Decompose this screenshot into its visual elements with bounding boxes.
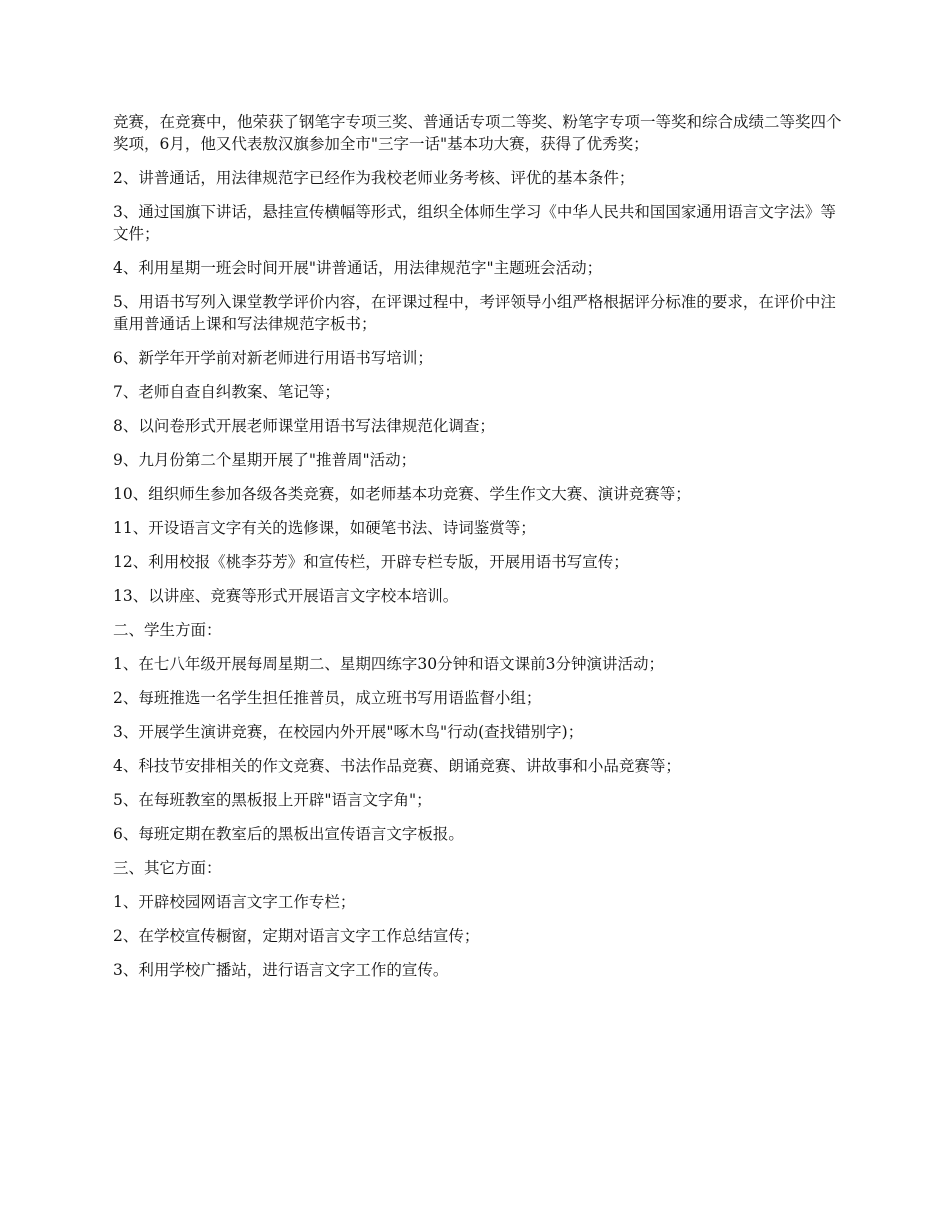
list-item: 9、九月份第二个星期开展了"推普周"活动；	[113, 451, 417, 469]
list-item: 6、新学年开学前对新老师进行用语书写培训；	[113, 349, 433, 367]
list-item: 1、在七八年级开展每周星期二、星期四练字30分钟和语文课前3分钟演讲活动；	[113, 655, 664, 673]
list-item: 6、每班定期在教室后的黑板出宣传语言文字板报。	[113, 825, 464, 843]
list-item: 2、在学校宣传橱窗，定期对语言文字工作总结宣传；	[113, 927, 480, 945]
list-item: 3、利用学校广播站，进行语言文字工作的宣传。	[113, 961, 449, 979]
document-body	[113, 111, 843, 993]
list-item: 4、利用星期一班会时间开展"讲普通话，用法律规范字"主题班会活动；	[113, 259, 603, 277]
paragraph-award-continuation: 竞赛，在竞赛中，他荣获了钢笔字专项三奖、普通话专项二等奖、粉笔字专项一等奖和综合成绩二等奖四个奖项，6月，他又代表敖汉旗参加全市"三字一话"基本功大赛，获得了优秀奖；	[113, 113, 842, 153]
list-item: 3、通过国旗下讲话，悬挂宣传横幅等形式，组织全体师生学习《中华人民共和国国家通用语言文字法》等文件；	[113, 203, 836, 243]
list-item: 12、利用校报《桃李芬芳》和宣传栏，开辟专栏专版，开展用语书写宣传；	[113, 553, 629, 571]
list-item: 8、以问卷形式开展老师课堂用语书写法律规范化调查；	[113, 417, 495, 435]
list-item: 2、每班推选一名学生担任推普员，成立班书写用语监督小组；	[113, 689, 542, 707]
list-item: 5、用语书写列入课堂教学评价内容，在评课过程中，考评领导小组严格根据评分标准的要求，在评价中注重用普通话上课和写法律规范字板书；	[113, 293, 836, 333]
list-item: 2、讲普通话，用法律规范字已经作为我校老师业务考核、评优的基本条件；	[113, 169, 635, 187]
list-item: 5、在每班教室的黑板报上开辟"语言文字角"；	[113, 791, 432, 809]
list-item: 7、老师自查自纠教案、笔记等；	[113, 383, 340, 401]
list-item: 10、组织师生参加各级各类竞赛，如老师基本功竞赛、学生作文大赛、演讲竞赛等；	[113, 485, 691, 503]
list-item: 3、开展学生演讲竞赛，在校园内外开展"啄木鸟"行动(查找错别字)；	[113, 723, 584, 741]
section-heading-other: 三、其它方面：	[113, 859, 222, 877]
list-item: 11、开设语言文字有关的选修课，如硬笔书法、诗词鉴赏等；	[113, 519, 536, 537]
section-heading-students: 二、学生方面：	[113, 621, 222, 639]
list-item: 1、开辟校园网语言文字工作专栏；	[113, 893, 356, 911]
list-item: 4、科技节安排相关的作文竞赛、书法作品竞赛、朗诵竞赛、讲故事和小品竞赛等；	[113, 757, 681, 775]
list-item: 13、以讲座、竞赛等形式开展语言文字校本培训。	[113, 587, 459, 605]
